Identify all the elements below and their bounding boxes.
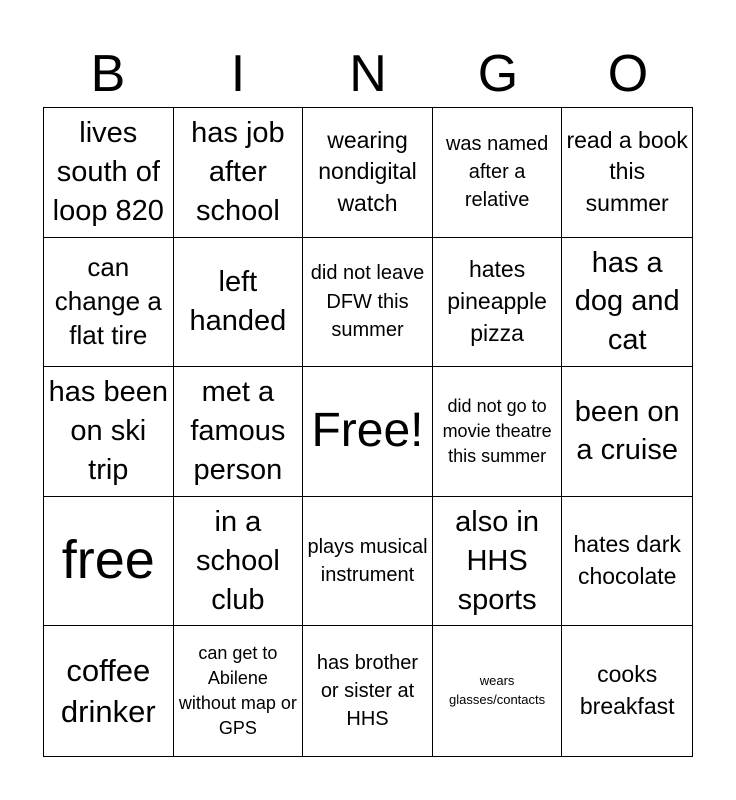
bingo-cell-r4c2[interactable] xyxy=(174,497,304,627)
cell-text: did not go to movie theatre this summer xyxy=(442,395,552,467)
cell-text: also in HHS sports xyxy=(455,505,539,616)
cell-text: has brother or sister at HHS xyxy=(316,651,419,731)
bingo-cell-r1c2[interactable] xyxy=(174,108,304,238)
bingo-cell-r2c5[interactable] xyxy=(562,238,692,368)
bingo-cell-r2c3[interactable] xyxy=(303,238,433,368)
bingo-cell-r1c5[interactable] xyxy=(562,108,692,238)
header-letter-b: B xyxy=(90,45,126,103)
bingo-cell-r4c1[interactable] xyxy=(44,497,174,627)
cell-text: lives south of loop 820 xyxy=(52,117,164,227)
bingo-cell-r5c2[interactable] xyxy=(174,626,304,756)
cell-text: read a book this summer xyxy=(566,126,688,217)
cell-text: plays musical instrument xyxy=(307,535,428,587)
cell-text: has job after school xyxy=(191,117,285,227)
bingo-cell-r4c3[interactable] xyxy=(303,497,433,627)
cell-text: coffee drinker xyxy=(60,652,156,730)
cell-text: cooks breakfast xyxy=(579,661,675,720)
cell-text: hates pineapple pizza xyxy=(447,256,547,346)
cell-text: free xyxy=(61,530,155,591)
bingo-cell-r5c4[interactable] xyxy=(433,626,563,756)
cell-text: did not leave DFW this summer xyxy=(310,262,425,342)
bingo-cell-r5c5[interactable] xyxy=(562,626,692,756)
bingo-cell-r1c1[interactable] xyxy=(44,108,174,238)
bingo-cell-r5c1[interactable] xyxy=(44,626,174,756)
bingo-cell-r2c1[interactable] xyxy=(44,238,174,368)
bingo-cell-r2c4[interactable] xyxy=(433,238,563,368)
bingo-cell-r4c5[interactable] xyxy=(562,497,692,627)
cell-text: can get to Abilene without map or GPS xyxy=(178,642,297,739)
bingo-cell-r4c4[interactable] xyxy=(433,497,563,627)
bingo-cell-r1c4[interactable] xyxy=(433,108,563,238)
cell-text: has been on ski trip xyxy=(48,376,168,486)
bingo-cell-r1c3[interactable] xyxy=(303,108,433,238)
header-letter-g: G xyxy=(477,45,519,103)
bingo-cell-r3c2[interactable] xyxy=(174,367,304,497)
cell-text: has a dog and cat xyxy=(574,246,680,357)
bingo-header xyxy=(43,40,693,108)
cell-text: hates dark chocolate xyxy=(573,531,681,590)
bingo-cell-r3c3-free[interactable] xyxy=(303,367,433,497)
bingo-cell-r3c5[interactable] xyxy=(562,367,692,497)
cell-text: in a school club xyxy=(195,505,280,616)
bingo-cell-r3c1[interactable] xyxy=(44,367,174,497)
cell-text: was named after a relative xyxy=(445,132,549,212)
bingo-cell-r2c2[interactable] xyxy=(174,238,304,368)
cell-text: wearing nondigital watch xyxy=(318,126,417,217)
cell-text: left handed xyxy=(189,266,287,337)
bingo-cell-r5c3[interactable] xyxy=(303,626,433,756)
bingo-board xyxy=(43,107,693,757)
header-letter-n: N xyxy=(349,45,387,103)
bingo-cell-r3c4[interactable] xyxy=(433,367,563,497)
header-letter-i: I xyxy=(230,45,246,103)
header-letter-o: O xyxy=(607,45,649,103)
cell-text: met a famous person xyxy=(190,376,286,486)
free-space-label: Free! xyxy=(311,404,424,458)
cell-text: can change a flat tire xyxy=(54,252,162,350)
cell-text: been on a cruise xyxy=(574,395,680,467)
cell-text: wears glasses/contacts xyxy=(449,673,546,708)
